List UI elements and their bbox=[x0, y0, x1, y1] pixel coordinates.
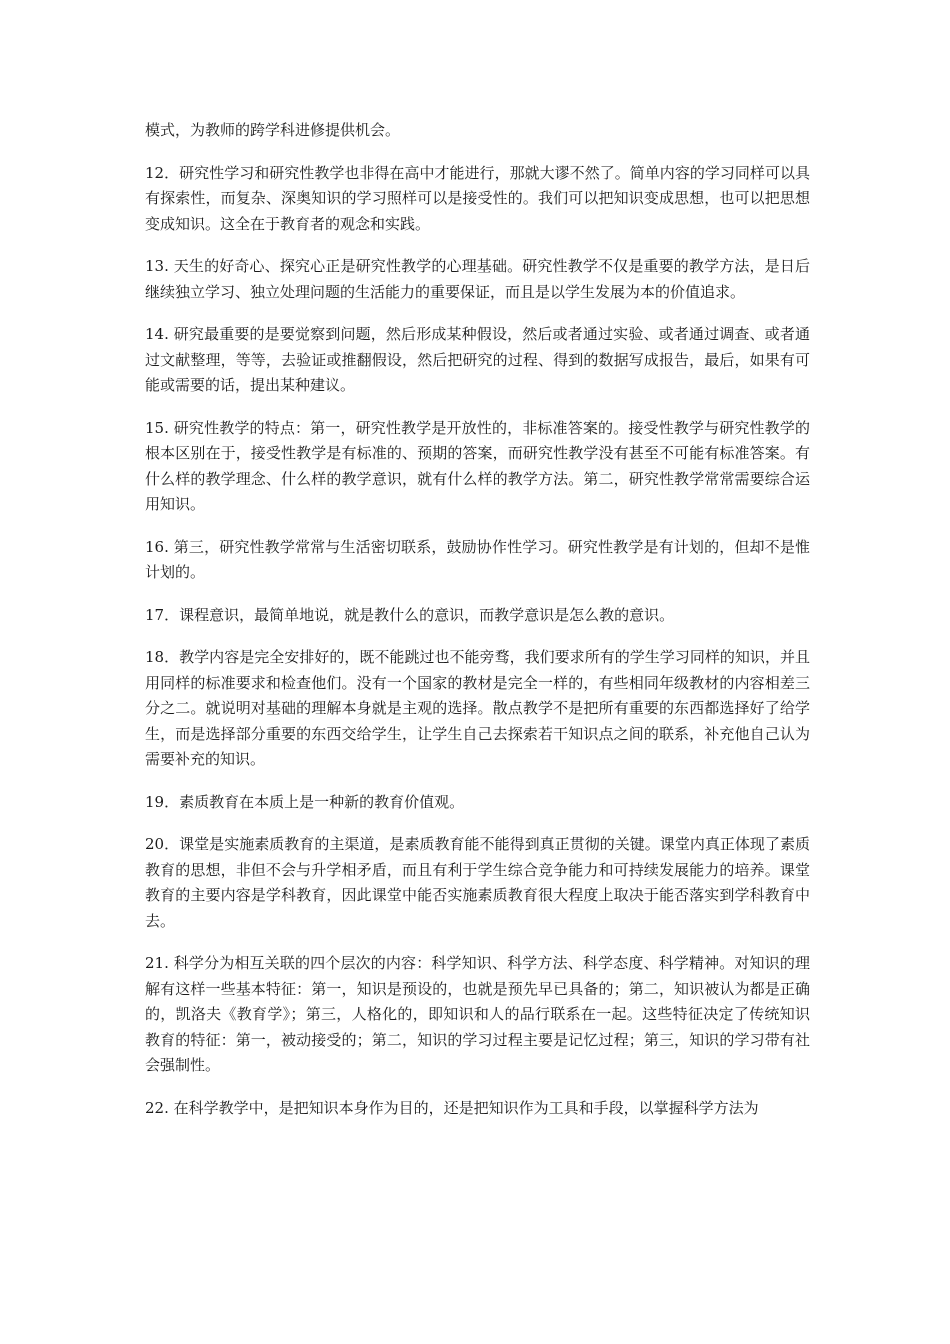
paragraph-continued: 模式，为教师的跨学科进修提供机会。 bbox=[145, 121, 401, 139]
paragraph-13: 13. 天生的好奇心、探究心正是研究性教学的心理基础。研究性教学不仅是重要的教学方法，是日后继续独立学习、独立处理问题的生活能力的重要保证，而且是以学生发展为本的价值追求。 bbox=[145, 257, 810, 301]
paragraph-14: 14. 研究最重要的是要觉察到问题，然后形成某种假设，然后或者通过实验、或者通过调查、或者通过文献整理，等等，去验证或推翻假设，然后把研究的过程、得到的数据写成报告，最后，如果有可能或需要的话，提出某种建议。 bbox=[145, 325, 810, 394]
paragraph-18: 18．教学内容是完全安排好的，既不能跳过也不能旁骛，我们要求所有的学生学习同样的知识，并且用同样的标准要求和检查他们。没有一个国家的教材是完全一样的，有些相同年级教材的内容相差三分之二。就说明对基础的理解本身就是主观的选择。散点教学不是把所有重要的东西都选择好了给学生，而是选择部分重要的东西交给学生，让学生自己去探索若干知识点之间的联系，补充他自己认为需要补充的知识。 bbox=[145, 648, 810, 768]
paragraph-20: 20．课堂是实施素质教育的主渠道，是素质教育能不能得到真正贯彻的关键。课堂内真正体现了素质教育的思想，非但不会与升学相矛盾，而且有利于学生综合竞争能力和可持续发展能力的培养。课堂教育的主要内容是学科教育，因此课堂中能否实施素质教育很大程度上取决于能否落实到学科教育中去。 bbox=[145, 835, 810, 930]
paragraph-16: 16. 第三，研究性教学常常与生活密切联系，鼓励协作性学习。研究性教学是有计划的，但却不是惟计划的。 bbox=[145, 537, 810, 581]
paragraph-15: 15. 研究性教学的特点：第一，研究性教学是开放性的，非标准答案的。接受性教学与研究性教学的根本区别在于，接受性教学是有标准的、预期的答案，而研究性教学没有甚至不可能有标准答案。有什么样的教学理念、什么样的教学意识，就有什么样的教学方法。第二，研究性教学常常需要综合运用知识。 bbox=[145, 418, 810, 513]
document-body bbox=[145, 118, 810, 1138]
paragraph-19: 19．素质教育在本质上是一种新的教育价值观。 bbox=[145, 792, 465, 811]
paragraph-21: 21. 科学分为相互关联的四个层次的内容：科学知识、科学方法、科学态度、科学精神。对知识的理解有这样一些基本特征：第一，知识是预设的，也就是预先早已具备的；第二，知识被认为都是正确的，凯洛夫《教育学》；第三，人格化的，即知识和人的品行联系在一起。这些特征决定了传统知识教育的特征：第一，被动接受的；第二，知识的学习过程主要是记忆过程；第三，知识的学习带有社会强制性。 bbox=[145, 954, 810, 1074]
paragraph-17: 17．课程意识，最简单地说，就是教什么的意识，而教学意识是怎么教的意识。 bbox=[145, 605, 675, 624]
paragraph-12: 12．研究性学习和研究性教学也非得在高中才能进行，那就大谬不然了。简单内容的学习同样可以具有探索性，而复杂、深奥知识的学习照样可以是接受性的。我们可以把知识变成思想，也可以把思想变成知识。这全在于教育者的观念和实践。 bbox=[145, 163, 810, 233]
paragraph-22: 22. 在科学教学中，是把知识本身作为目的，还是把知识作为工具和手段，以掌握科学方法为 bbox=[145, 1098, 759, 1117]
